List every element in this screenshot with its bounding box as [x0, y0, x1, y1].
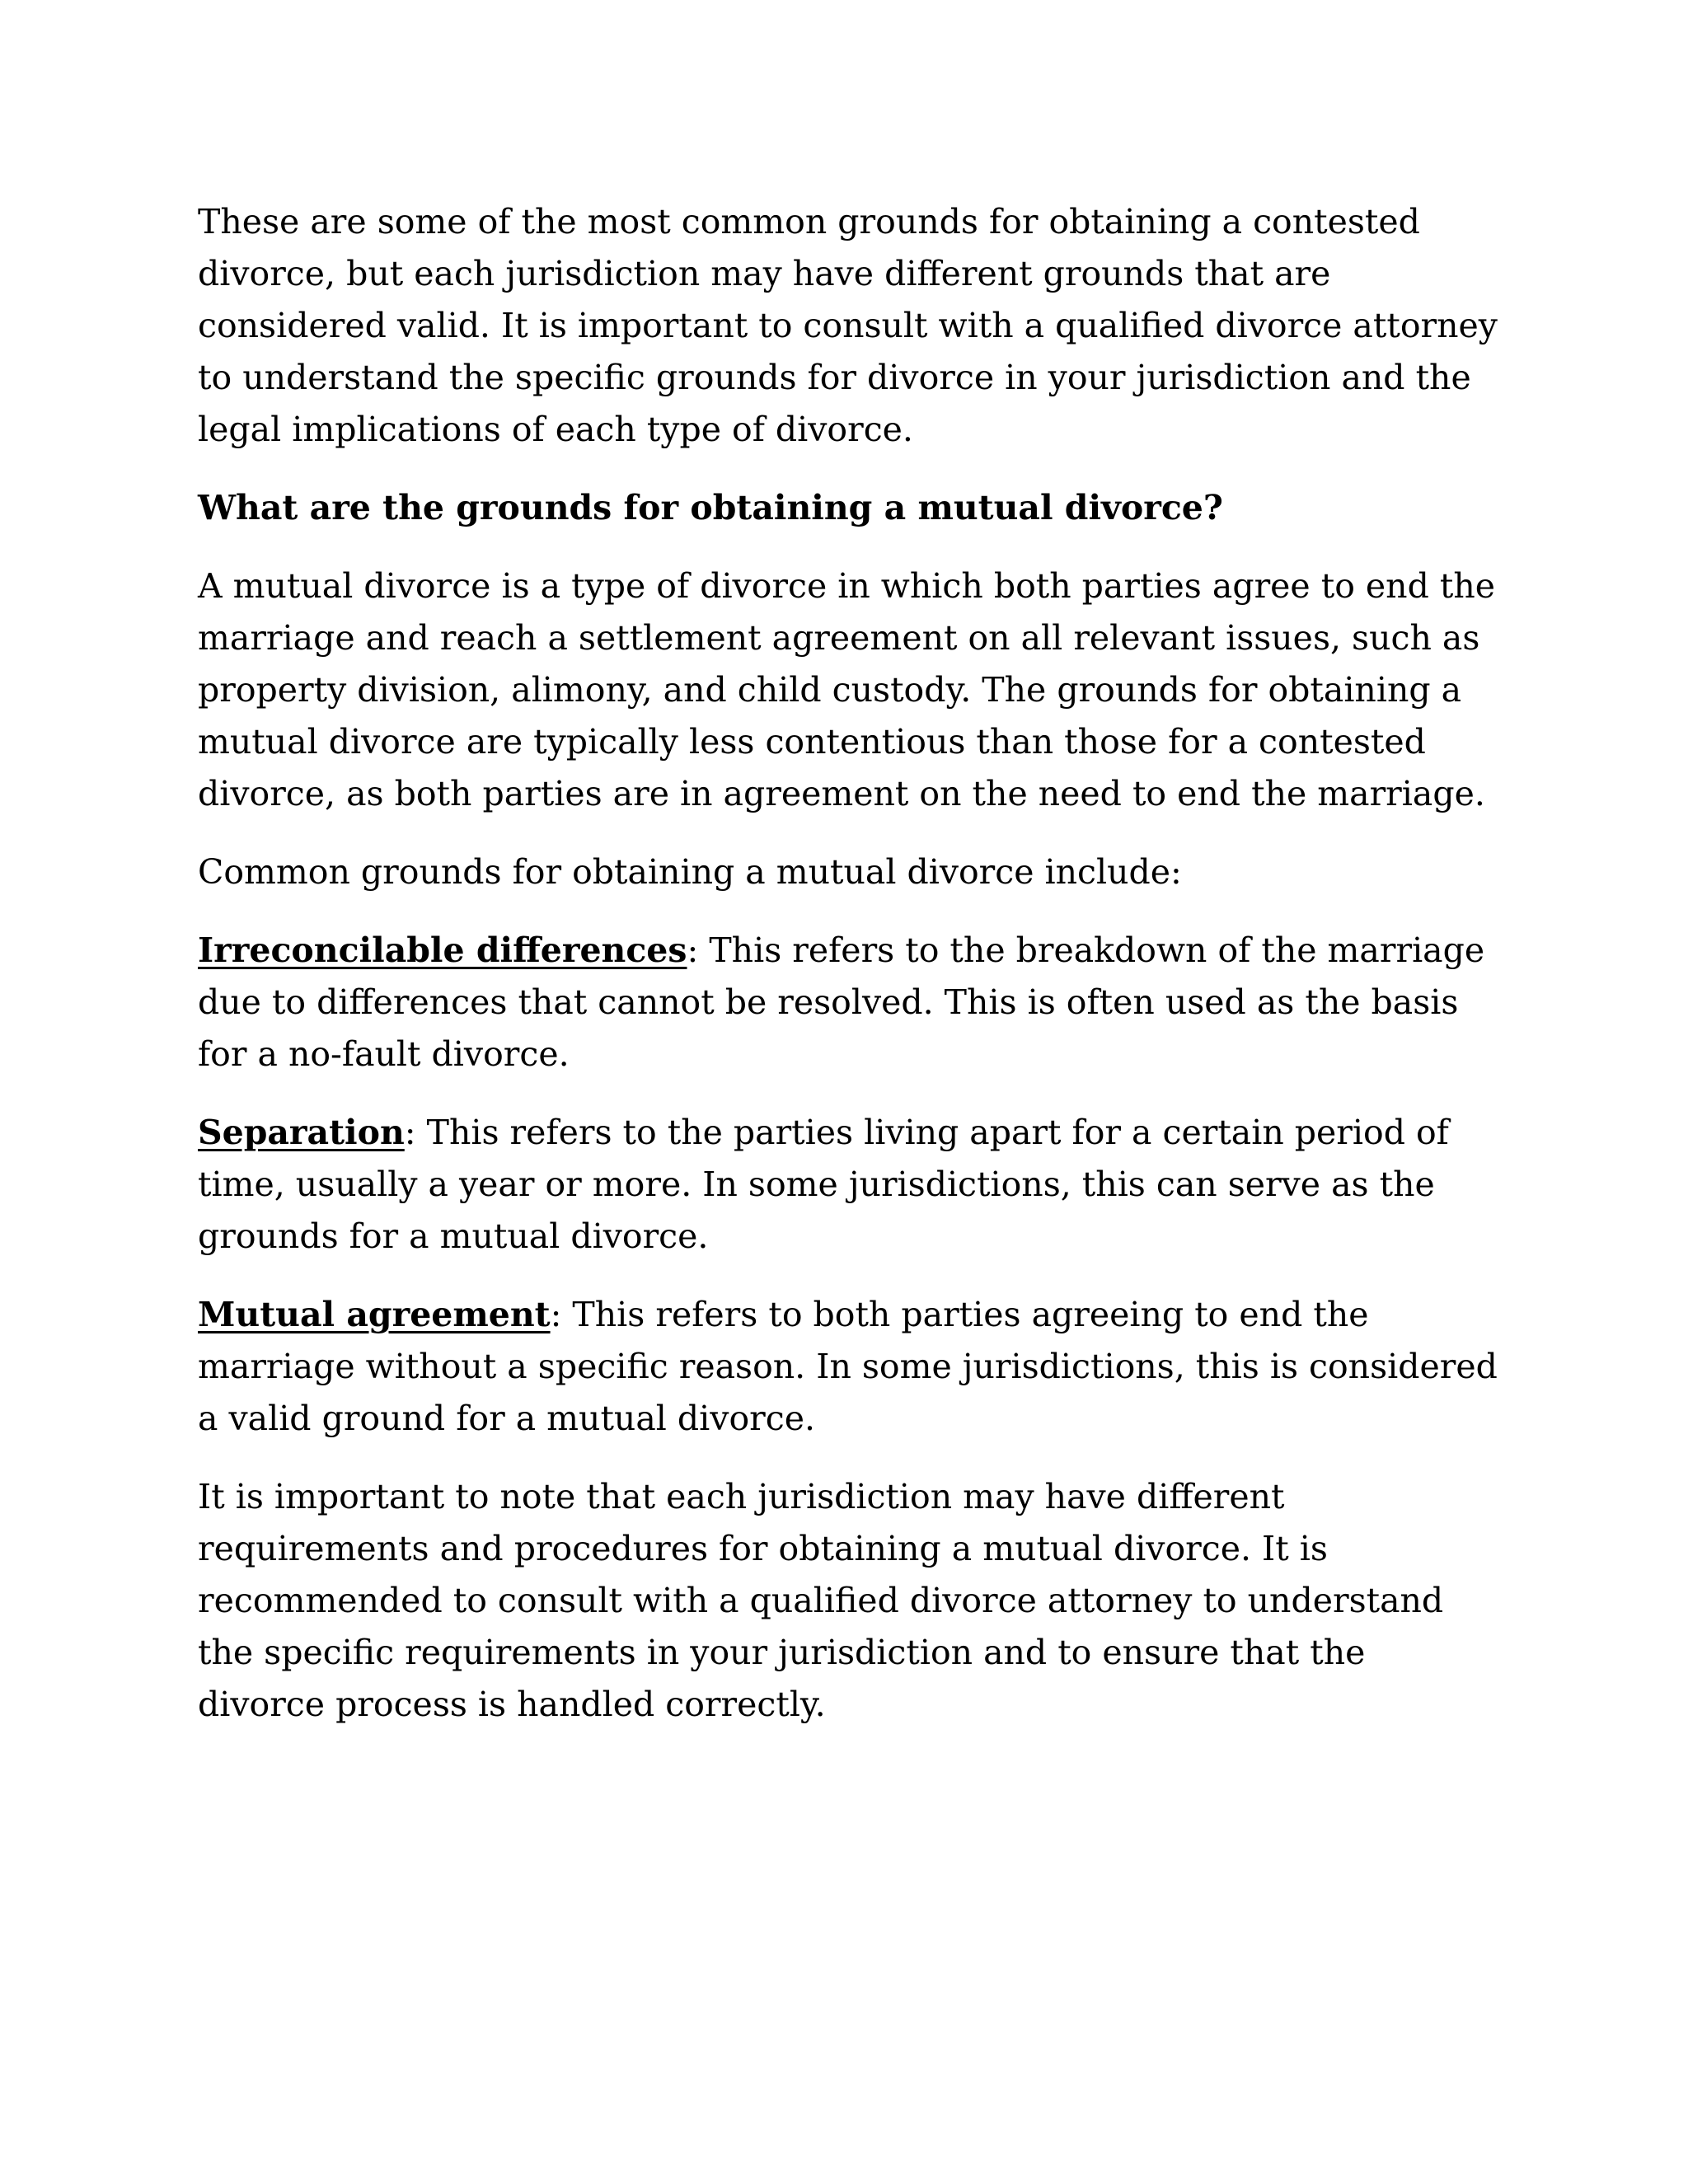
ground-term: Separation [198, 1113, 405, 1152]
ground-item-irreconcilable-differences [198, 925, 1500, 1080]
definition-paragraph: A mutual divorce is a type of divorce in which both parties agree to end the marriage and reach a settlement agreement on all relevant issues, such as property division, alimony, and child custody. The grounds for obtaining a mutual divorce are typically less contentious than those for a contested divorce, as both parties are in agreement on the need to end the marriage. [198, 566, 1496, 813]
intro-paragraph: These are some of the most common grounds for obtaining a contested divorce, but each jurisdiction may have different grounds that are considered valid. It is important to consult with a qualified divorce attorney to understand the specific grounds for divorce in your jurisdiction and the legal implications of each type of divorce. [198, 202, 1498, 449]
list-intro: Common grounds for obtaining a mutual divorce include: [198, 852, 1182, 892]
ground-term: Mutual agreement [198, 1295, 551, 1334]
closing-paragraph: It is important to note that each jurisdiction may have different requirements and procedures for obtaining a mutual divorce. It is recommended to consult with a qualified divorce attorney to understand the specific requirements in your jurisdiction and to ensure that the divorce process is handled correctly. [198, 1477, 1444, 1724]
ground-description: : This refers to the parties living apart for a certain period of time, usually a year or more. In some jurisdictions, this can serve as the grounds for a mutual divorce. [198, 1113, 1449, 1256]
ground-description: : This refers to both parties agreeing to end the marriage without a specific reason. In some jurisdictions, this is considered a valid ground for a mutual divorce. [198, 1295, 1498, 1438]
section-heading: What are the grounds for obtaining a mutual divorce? [198, 488, 1223, 527]
ground-description: : This refers to the breakdown of the marriage due to differences that cannot be resolved. This is often used as the basis for a no-fault divorce. [198, 930, 1485, 1074]
ground-term: Irreconcilable differences [198, 930, 687, 970]
document-body [198, 196, 1500, 1757]
ground-item-separation [198, 1107, 1500, 1263]
ground-item-mutual-agreement [198, 1289, 1500, 1445]
